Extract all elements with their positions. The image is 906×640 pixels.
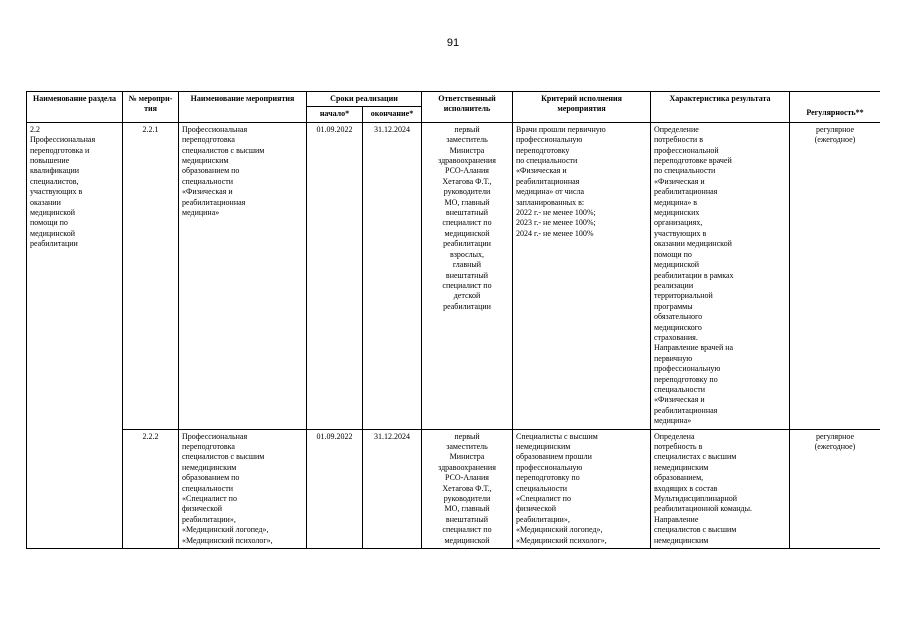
event-number-cell: 2.2.1 [123,122,179,429]
event-name-cell: Профессиональная переподготовка специалистов с высшим немедицинским образованием по специальности «Специалист по физической реабилитации», «Медицинский логопед», «Медицинский психолог», [179,429,307,548]
regularity-cell: регулярное (ежегодное) [790,429,881,548]
result-cell: Определение потребности в профессиональной переподготовке врачей по специальности «Физическая и реабилитационная медицина» в медицинских организациях, участвующих в оказании медицинской помощи по медицинской реабилитации в рамках реализации территориальной программы обязательного медицинского страхования. Направление врачей на первичную профессиональную переподготовку по специальности «Физическая и реабилитационная медицина» [651,122,790,429]
criterion-cell: Специалисты с высшим немедицинским образованием прошли профессиональную переподготовку по специальности «Специалист по физической реабилитации», «Медицинский логопед», «Медицинский психолог», [513,429,651,548]
end-date-cell: 31.12.2024 [363,429,422,548]
header-result: Характеристика результата [651,92,790,123]
regularity-cell: регулярное (ежегодное) [790,122,881,429]
header-event-number: № меропри- тия [123,92,179,123]
table-body [27,122,881,548]
table-header [27,92,881,123]
header-end: окончание* [363,107,422,122]
table-frame [26,91,880,583]
table-row [27,122,881,429]
table-row [27,429,881,548]
criterion-cell: Врачи прошли первичную профессиональную переподготовку по специальности «Физическая и реабилитационная медицина» от числа запланированных в: 2022 г.- не менее 100%; 2023 г.- не менее 100%; 2024 г.- не менее 100% [513,122,651,429]
event-name-cell: Профессиональная переподготовка специалистов с высшим медицинским образованием по специальности «Физическая и реабилитационная медицина» [179,122,307,429]
result-cell: Определена потребность в специалистах с высшим немедицинским образованием, входящих в состав Мультидисциплинарной реабилитационной команды. Направление специалистов с высшим немедицинским [651,429,790,548]
page-number: 91 [446,37,460,49]
header-deadlines: Сроки реализации [307,92,422,107]
header-responsible: Ответственный исполнитель [422,92,513,123]
header-event-name: Наименование мероприятия [179,92,307,123]
header-start: начало* [307,107,363,122]
section-cell: 2.2 Профессиональная переподготовка и повышение квалификации специалистов, участвующих в оказании медицинской помощи по медицинской реабилитации [27,122,123,548]
header-criterion: Критерий исполнения мероприятия [513,92,651,123]
start-date-cell: 01.09.2022 [307,122,363,429]
header-regularity: Регулярность** [790,92,881,123]
responsible-cell: первый заместитель Министра здравоохранения РСО-Алания Хетагова Ф.Т., руководители МО, главный внештатный специалист по медицинской реабилитации взрослых, главный внештатный специалист по детской реабилитации [422,122,513,429]
header-section-name: Наименование раздела [27,92,123,123]
event-number-cell: 2.2.2 [123,429,179,548]
start-date-cell: 01.09.2022 [307,429,363,548]
activities-table [26,91,880,549]
responsible-cell: первый заместитель Министра здравоохранения РСО-Алания Хетагова Ф.Т., руководители МО, главный внештатный специалист по медицинской [422,429,513,548]
end-date-cell: 31.12.2024 [363,122,422,429]
